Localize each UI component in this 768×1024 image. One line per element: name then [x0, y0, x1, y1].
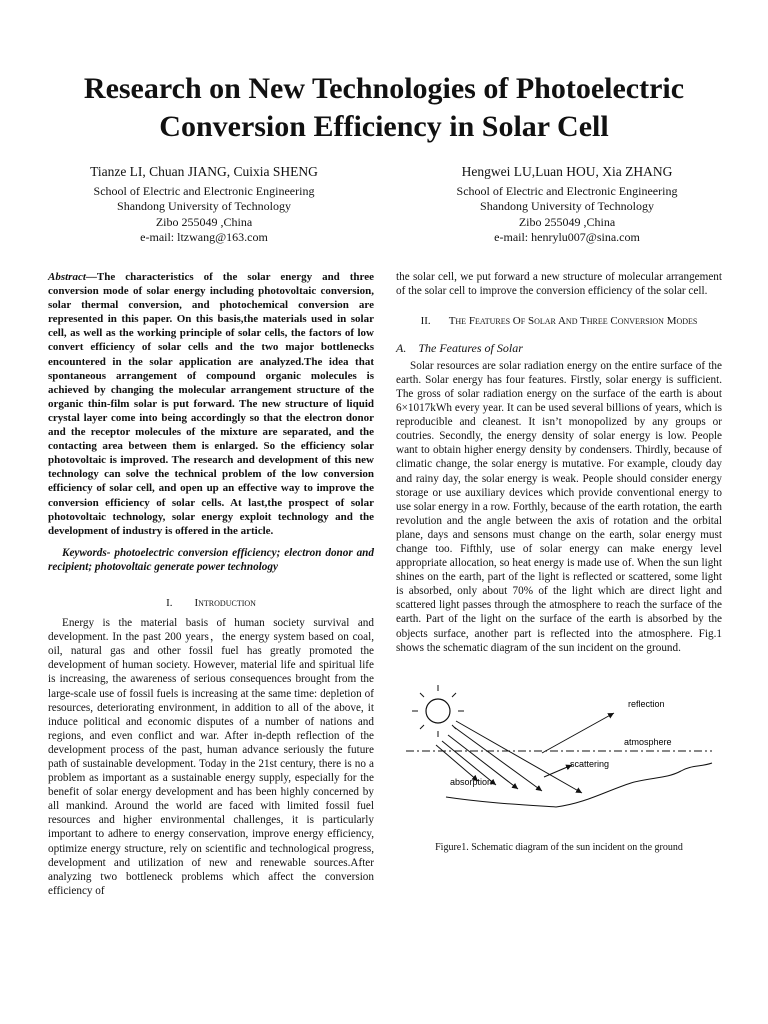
author-names: Tianze LI, Chuan JIANG, Cuixia SHENG [90, 164, 318, 179]
label-absorption: absorption [450, 776, 493, 787]
keywords: Keywords- photoelectric conversion efficiency; electron donor and recipient; photovoltaic generate power technology [48, 546, 374, 573]
continued-paragraph: the solar cell, we put forward a new structure of molecular arrangement of the solar cell to improve the conversion efficiency of the solar cell. [396, 271, 722, 298]
figure-1 [396, 673, 722, 853]
author-address: Zibo 255049 ,China [155, 214, 253, 229]
abstract-text: —The characteristics of the solar energy and three conversion mode of solar energy including photovoltaic conversion, solar thermal conversion, and photochemical conversion are represented in this paper. On this basis,the materials used in solar cell, as well as the working principle of solar cells, the factors of low convert efficiency of solar cells and the two major bottlenecks encountered in the solar application are analyzed.The idea that spontaneous arrangement of compound organic molecules is achieved by changing the molecular arrangement structure of the organic thin-film solar is put forward. The new structure of liquid crystal layer come into being accordingly so that the electron donor and the receptor molecules of the mixture are separated, and the contacting area between them is enlarged. So the efficiency solar photovoltaic is improved. The research and development of this new technology can solve the technical problem of the low conversion efficiency of solar cell, and open up an effective way to improve the conversion efficiency of solar cells. At last,the prospect of solar photovoltaic technology, solar energy exploit technology and the development of industry is offered in the article. [48, 271, 374, 537]
reflection-arrow [542, 713, 614, 753]
right-column [396, 270, 722, 853]
author-univ: Shandong University of Technology [480, 199, 654, 213]
author-names: Hengwei LU,Luan HOU, Xia ZHANG [461, 164, 673, 179]
author-block-left [48, 164, 360, 246]
label-atmosphere: atmosphere [624, 736, 672, 747]
author-block-right [402, 164, 732, 246]
abstract [48, 270, 374, 538]
subsection-heading-a [396, 341, 722, 355]
scattering-arrow [544, 765, 572, 777]
section-heading-introduction [48, 596, 374, 610]
abstract-label: Abstract [48, 271, 86, 283]
sun-incidence-diagram [396, 673, 722, 833]
label-scattering: scattering [570, 758, 610, 769]
subsection-title: The Features of Solar [418, 340, 523, 355]
author-address: Zibo 255049 ,China [518, 214, 616, 229]
introduction-paragraph: Energy is the material basis of human society survival and development. In the past 200 years，the energy system based on coal, oil, natural gas and other fossil fuel has greatly promoted the development of human society. However, material life and spiritual life is increasing, the awareness of serious consequences brought from the large-scale use of fossil fuels is increasing at the same time: depletion of resources, deteriorating environment, in addition to all of the above, it induce political and economic disputes of a number of nations and regions, and even conflict and war. After in-depth reflection of the development process of the past, human advance seriously the future path of sustainable development. Today in the 21st century, there is no a problem as important as a sustainable energy supply, especially for the benefit of solar energy development and has been highly concerned by all mankind. Around the world are faced with limited fossil fuel resources and higher environmental challenges, it is particularly important to adhere to energy conservation, improve energy efficiency, optimize energy structure, rely on scientific and technological progress, development and utilization of new and renewable sources.After analyzing two bottleneck problems which affect the conversion efficiency of [48, 617, 374, 897]
author-dept: School of Electric and Electronic Engineering [456, 183, 678, 198]
section-heading-features [408, 314, 710, 329]
author-email[interactable]: e-mail: ltzwang@163.com [140, 230, 268, 244]
left-column [48, 270, 374, 898]
section-title: The Features Of Solar And Three Conversion Modes [448, 315, 698, 328]
section-number: I. [166, 596, 173, 609]
author-univ: Shandong University of Technology [117, 199, 291, 213]
author-dept: School of Electric and Electronic Engineering [93, 183, 315, 198]
section-number: II. [420, 315, 431, 328]
figure-caption: Figure1. Schematic diagram of the sun incident on the ground [435, 841, 683, 853]
features-paragraph: Solar resources are solar radiation energy on the entire surface of the earth. Solar energy has four features. Firstly, solar energy is sufficient. The gross of solar radiation energy on the surface of the earth is about 6×1017kWh every year. It can be used several billions of years, which is reproducible and cleanest. It isn’t monopolized by any groups or coutries. Secondly, the energy density of solar energy is low. People want to obtain higher energy density by condensers. Thirdly, because of climatic change, the solar energy is mutative. For example, cloudy day and rainy day, the solar energy is weak. People should consider energy storage or use auxiliary devices which provide conventional energy to use solar energy in a row. Forthly, because of the earth rotation, the earth revolution and the angle between the axis of rotation and the orbital plane, days and sensons must change on the earth, solar energy must change too. Fifthly, use of solar energy can make energy level appropriate allocation, so heat energy is made use of. When the sun light shines on the earth, part of the light is reflected or scattered, some light is absorbed, only about 70% of the light which are direct light and scattered light passes through the atmosphere to reach the surface of the earth. Part of the light on the surface of the earth is absorbed by the objects surface, another part is reflected into the atmosphere. Fig.1 shows the schematic diagram of the sun incident on the ground. [396, 359, 722, 654]
label-reflection: reflection [628, 698, 665, 709]
paper-title [30, 70, 738, 146]
title-line-1: Research on New Technologies of Photoelectric [83, 72, 685, 105]
author-email[interactable]: e-mail: henrylu007@sina.com [494, 230, 640, 244]
subsection-number: A. [396, 340, 407, 355]
title-line-2: Conversion Efficiency in Solar Cell [159, 110, 609, 143]
section-title: Introduction [194, 596, 256, 609]
